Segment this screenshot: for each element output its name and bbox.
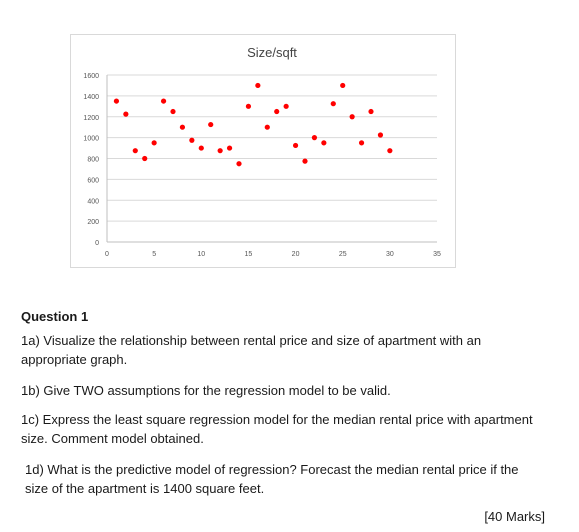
y-tick-label: 600 bbox=[87, 177, 99, 185]
x-tick-label: 25 bbox=[338, 251, 347, 258]
x-tick-label: 5 bbox=[152, 251, 157, 258]
y-tick-label: 1200 bbox=[83, 114, 99, 122]
x-tick-label: 10 bbox=[197, 251, 206, 258]
scatter-point bbox=[246, 104, 251, 109]
scatter-chart bbox=[70, 34, 456, 268]
y-tick-label: 800 bbox=[87, 156, 99, 164]
scatter-point bbox=[161, 98, 166, 103]
total-marks: [40 Marks] bbox=[484, 509, 545, 524]
scatter-point bbox=[123, 112, 128, 117]
y-tick-label: 1400 bbox=[83, 93, 99, 101]
y-tick-label: 1600 bbox=[83, 73, 99, 80]
scatter-point bbox=[170, 109, 175, 114]
scatter-point bbox=[368, 109, 373, 114]
scatter-point bbox=[227, 145, 232, 150]
x-tick-label: 0 bbox=[105, 251, 109, 258]
chart-canvas bbox=[71, 35, 455, 267]
y-tick-label: 0 bbox=[95, 240, 99, 247]
scatter-point bbox=[133, 148, 138, 153]
scatter-point bbox=[302, 159, 307, 164]
scatter-point bbox=[284, 104, 289, 109]
scatter-point bbox=[331, 101, 336, 106]
scatter-point bbox=[359, 140, 364, 145]
scatter-point bbox=[114, 98, 119, 103]
scatter-point bbox=[378, 132, 383, 137]
scatter-point bbox=[180, 125, 185, 130]
scatter-point bbox=[293, 143, 298, 148]
scatter-point bbox=[312, 135, 317, 140]
question-1a: 1a) Visualize the relationship between rental price and size of apartment with an appropriate graph. bbox=[21, 333, 482, 367]
scatter-point bbox=[387, 148, 392, 153]
scatter-point bbox=[274, 109, 279, 114]
scatter-point bbox=[142, 156, 147, 161]
scatter-point bbox=[236, 161, 241, 166]
scatter-point bbox=[255, 83, 260, 88]
question-heading: Question 1 bbox=[21, 309, 89, 324]
x-tick-label: 30 bbox=[385, 251, 394, 258]
y-tick-label: 1000 bbox=[83, 135, 99, 143]
scatter-point bbox=[208, 122, 213, 127]
y-tick-label: 200 bbox=[87, 219, 99, 227]
scatter-point bbox=[321, 140, 326, 145]
chart-title: Size/sqft bbox=[247, 45, 297, 60]
scatter-point bbox=[265, 125, 270, 130]
y-tick-label: 400 bbox=[87, 198, 99, 206]
scatter-point bbox=[189, 138, 194, 143]
x-tick-label: 15 bbox=[244, 251, 253, 258]
scatter-point bbox=[218, 148, 223, 153]
x-tick-label: 35 bbox=[433, 251, 441, 258]
scatter-point bbox=[152, 140, 157, 145]
question-1d: 1d) What is the predictive model of regression? Forecast the median rental price if the size of the apartment is 1400 square feet. bbox=[25, 462, 519, 496]
scatter-point bbox=[350, 114, 355, 119]
scatter-point bbox=[340, 83, 345, 88]
x-tick-label: 20 bbox=[291, 251, 300, 258]
scatter-point bbox=[199, 145, 204, 150]
question-1c: 1c) Express the least square regression model for the median rental price with apartment size. Comment model obtained. bbox=[21, 412, 533, 446]
question-1b: 1b) Give TWO assumptions for the regression model to be valid. bbox=[21, 383, 391, 398]
